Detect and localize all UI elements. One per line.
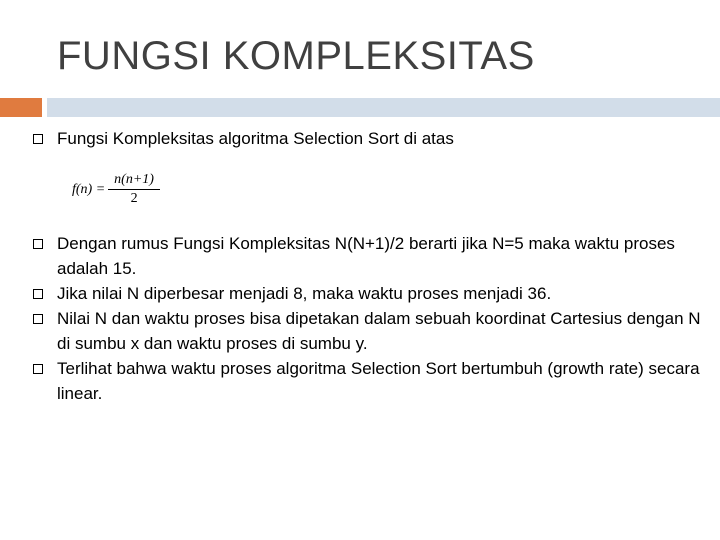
bullet-marker <box>33 314 43 324</box>
bullet-marker <box>33 289 43 299</box>
bullet-marker <box>33 364 43 374</box>
bullet-marker <box>33 134 43 144</box>
bullet-text: Fungsi Kompleksitas algoritma Selection Sort di atas <box>57 129 454 148</box>
slide-title: FUNGSI KOMPLEKSITAS <box>57 34 535 78</box>
header-rule-accent <box>0 98 42 117</box>
formula-lhs: f(n) = <box>72 181 106 197</box>
header-rule <box>42 98 720 117</box>
formula-denominator: 2 <box>108 189 160 207</box>
formula-fraction <box>111 172 157 207</box>
formula-numerator: n(n+1) <box>114 172 154 187</box>
bullet-text: Jika nilai N diperbesar menjadi 8, maka waktu proses menjadi 36. <box>57 284 552 303</box>
formula <box>72 172 157 207</box>
bullet-text: Nilai N dan waktu proses bisa dipetakan dalam sebuah koordinat Cartesius dengan N di sumbu x dan waktu proses di sumbu y. <box>57 309 701 353</box>
bullet-text: Terlihat bahwa waktu proses algoritma Selection Sort bertumbuh (growth rate) secara linear. <box>57 359 700 403</box>
bullet-text: Dengan rumus Fungsi Kompleksitas N(N+1)/2 berarti jika N=5 maka waktu proses adalah 15. <box>57 234 675 278</box>
bullet-marker <box>33 239 43 249</box>
